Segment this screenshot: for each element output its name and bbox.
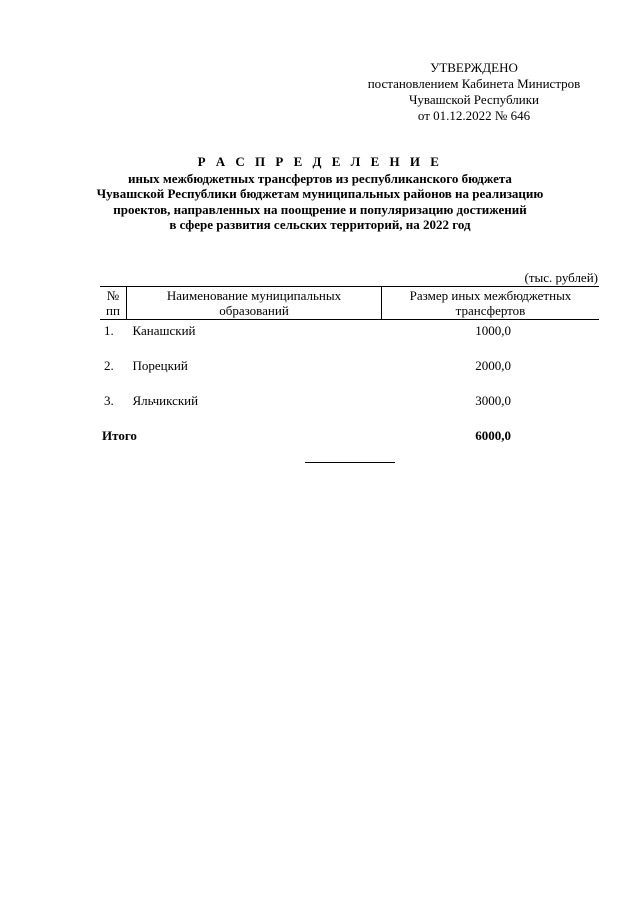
row-number: 3. — [104, 393, 114, 408]
row-number: 2. — [104, 358, 114, 373]
header-name-line-1: Наименование муниципальных — [166, 288, 342, 303]
table-row — [100, 355, 599, 390]
header-amount-line-1: Размер иных межбюджетных — [409, 288, 572, 303]
row-amount: 2000,0 — [475, 358, 511, 373]
title-line-1: иных межбюджетных трансфертов из республиканского бюджета — [128, 170, 512, 186]
total-row — [100, 425, 599, 443]
title-line-4: в сфере развития сельских территорий, на 2022 год — [169, 217, 471, 232]
header-number-line-1: № — [106, 288, 120, 303]
header-number-line-2: пп — [106, 303, 120, 318]
approval-issuer: постановлением Кабинета Министров — [367, 76, 581, 91]
total-label: Итого — [102, 428, 137, 443]
table-row — [100, 320, 599, 356]
row-amount: 1000,0 — [475, 323, 511, 338]
table-row — [100, 390, 599, 425]
units-label: (тыс. рублей) — [524, 270, 598, 285]
header-amount — [382, 287, 600, 320]
title-heading: Р А С П Р Е Д Е Л Е Н И Е — [197, 154, 443, 169]
header-number — [100, 287, 127, 320]
approval-date-number: от 01.12.2022 № 646 — [417, 108, 531, 123]
document-title — [60, 154, 580, 233]
approval-stamp — [340, 60, 608, 124]
header-amount-line-2: трансфертов — [455, 303, 526, 318]
approval-republic: Чувашской Республики — [408, 92, 540, 107]
total-amount: 6000,0 — [475, 428, 511, 443]
title-line-3: проектов, направленных на поощрение и популяризацию достижений — [113, 201, 527, 217]
table-header-row — [100, 287, 599, 320]
row-municipality: Канашский — [132, 323, 196, 338]
row-municipality: Яльчикский — [132, 393, 199, 408]
title-line-2: Чувашской Республики бюджетам муниципальных районов на реализацию — [96, 186, 544, 201]
row-municipality: Порецкий — [132, 358, 188, 373]
header-name-line-2: образований — [219, 303, 289, 318]
row-amount: 3000,0 — [475, 393, 511, 408]
end-divider — [305, 462, 395, 463]
distribution-table — [100, 286, 599, 443]
row-number: 1. — [104, 323, 114, 338]
approval-title: УТВЕРЖДЕНО — [430, 60, 518, 75]
header-name — [127, 287, 382, 320]
